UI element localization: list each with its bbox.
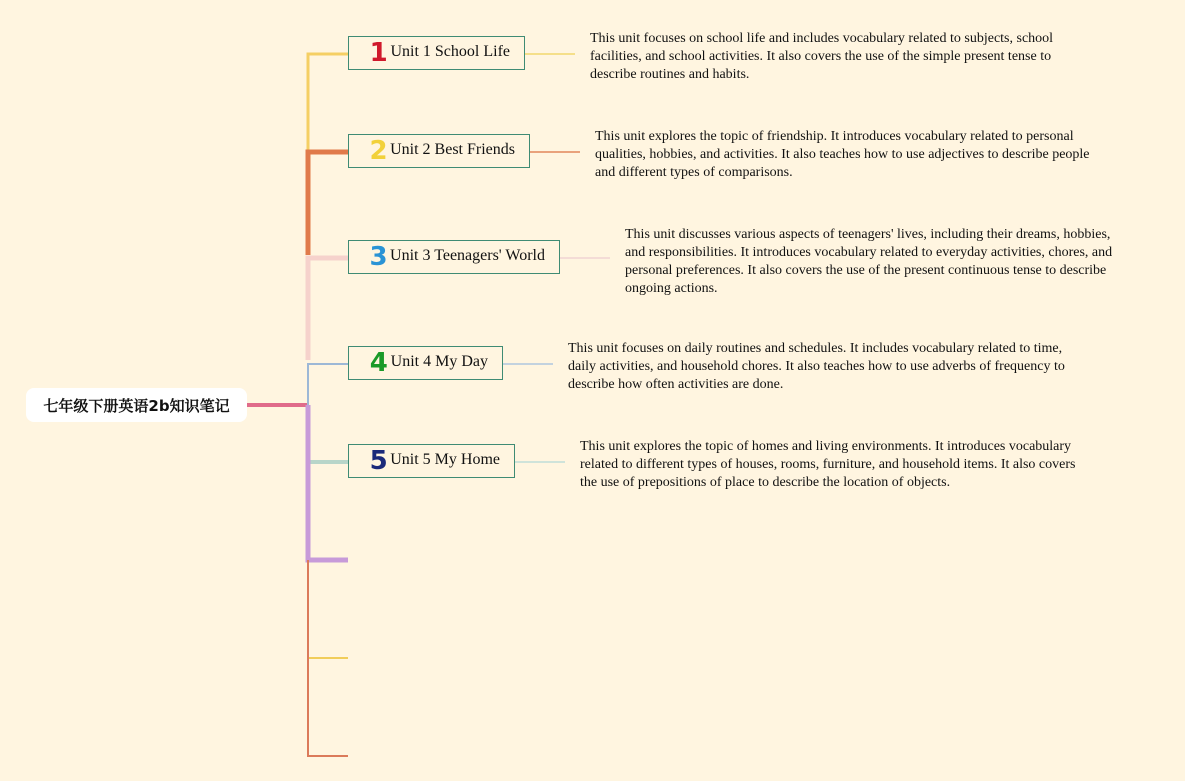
unit-1-description: This unit focuses on school life and includes vocabulary related to subjects, school facilities, and school activities. It also covers the use of the simple present tense to describe routines and habits. — [590, 31, 1054, 82]
unit-4-label: Unit 4 My Day — [390, 353, 488, 370]
unit-2-node[interactable] — [348, 134, 530, 168]
unit-3-label: Unit 3 Teenagers' World — [390, 247, 545, 264]
unit-5-node[interactable] — [348, 444, 515, 478]
unit-2-label: Unit 2 Best Friends — [390, 141, 515, 158]
branch-5-line — [308, 405, 348, 462]
unit-1-node[interactable] — [348, 36, 525, 70]
branch-2-line — [308, 152, 348, 255]
unit-1-label: Unit 1 School Life — [390, 43, 510, 60]
unit-4-description: This unit focuses on daily routines and schedules. It includes vocabulary related to time, daily activities, and household chores. It also teaches how to use adverbs of frequency to describe how often activities are done. — [568, 341, 1065, 392]
unit-1-number-icon: 1 — [369, 38, 388, 68]
branch-6-line — [308, 405, 348, 560]
unit-4-number-icon: 4 — [369, 348, 388, 378]
root-title: 七年级下册英语2b知识笔记 — [43, 396, 230, 415]
unit-3-number-icon: 3 — [369, 242, 388, 272]
unit-5-label: Unit 5 My Home — [390, 451, 500, 468]
unit-5-description: This unit explores the topic of homes and living environments. It introduces vocabulary related to different types of houses, rooms, furniture, and household items. It also covers the use of prepositions of place to describe the location of objects. — [580, 439, 1076, 490]
unit-4-node[interactable] — [348, 346, 503, 380]
branch-1-line — [308, 54, 348, 152]
unit-3-description: This unit discusses various aspects of teenagers' lives, including their dreams, hobbies, and responsibilities. It introduces vocabulary related to everyday activities, chores, and personal preferences. It also covers the use of the present continuous tense to describe ongoing actions. — [625, 227, 1113, 296]
branch-3-line — [308, 258, 348, 360]
unit-2-description: This unit explores the topic of friendship. It introduces vocabulary related to personal qualities, hobbies, and activities. It also teaches how to use adjectives to describe people and different types of comparisons. — [595, 129, 1090, 180]
unit-2-number-icon: 2 — [369, 136, 388, 166]
branch-4-line — [308, 364, 348, 405]
root-topic[interactable] — [26, 388, 247, 422]
branch-7-line — [308, 560, 348, 658]
unit-5-number-icon: 5 — [369, 446, 388, 476]
unit-3-node[interactable] — [348, 240, 560, 274]
